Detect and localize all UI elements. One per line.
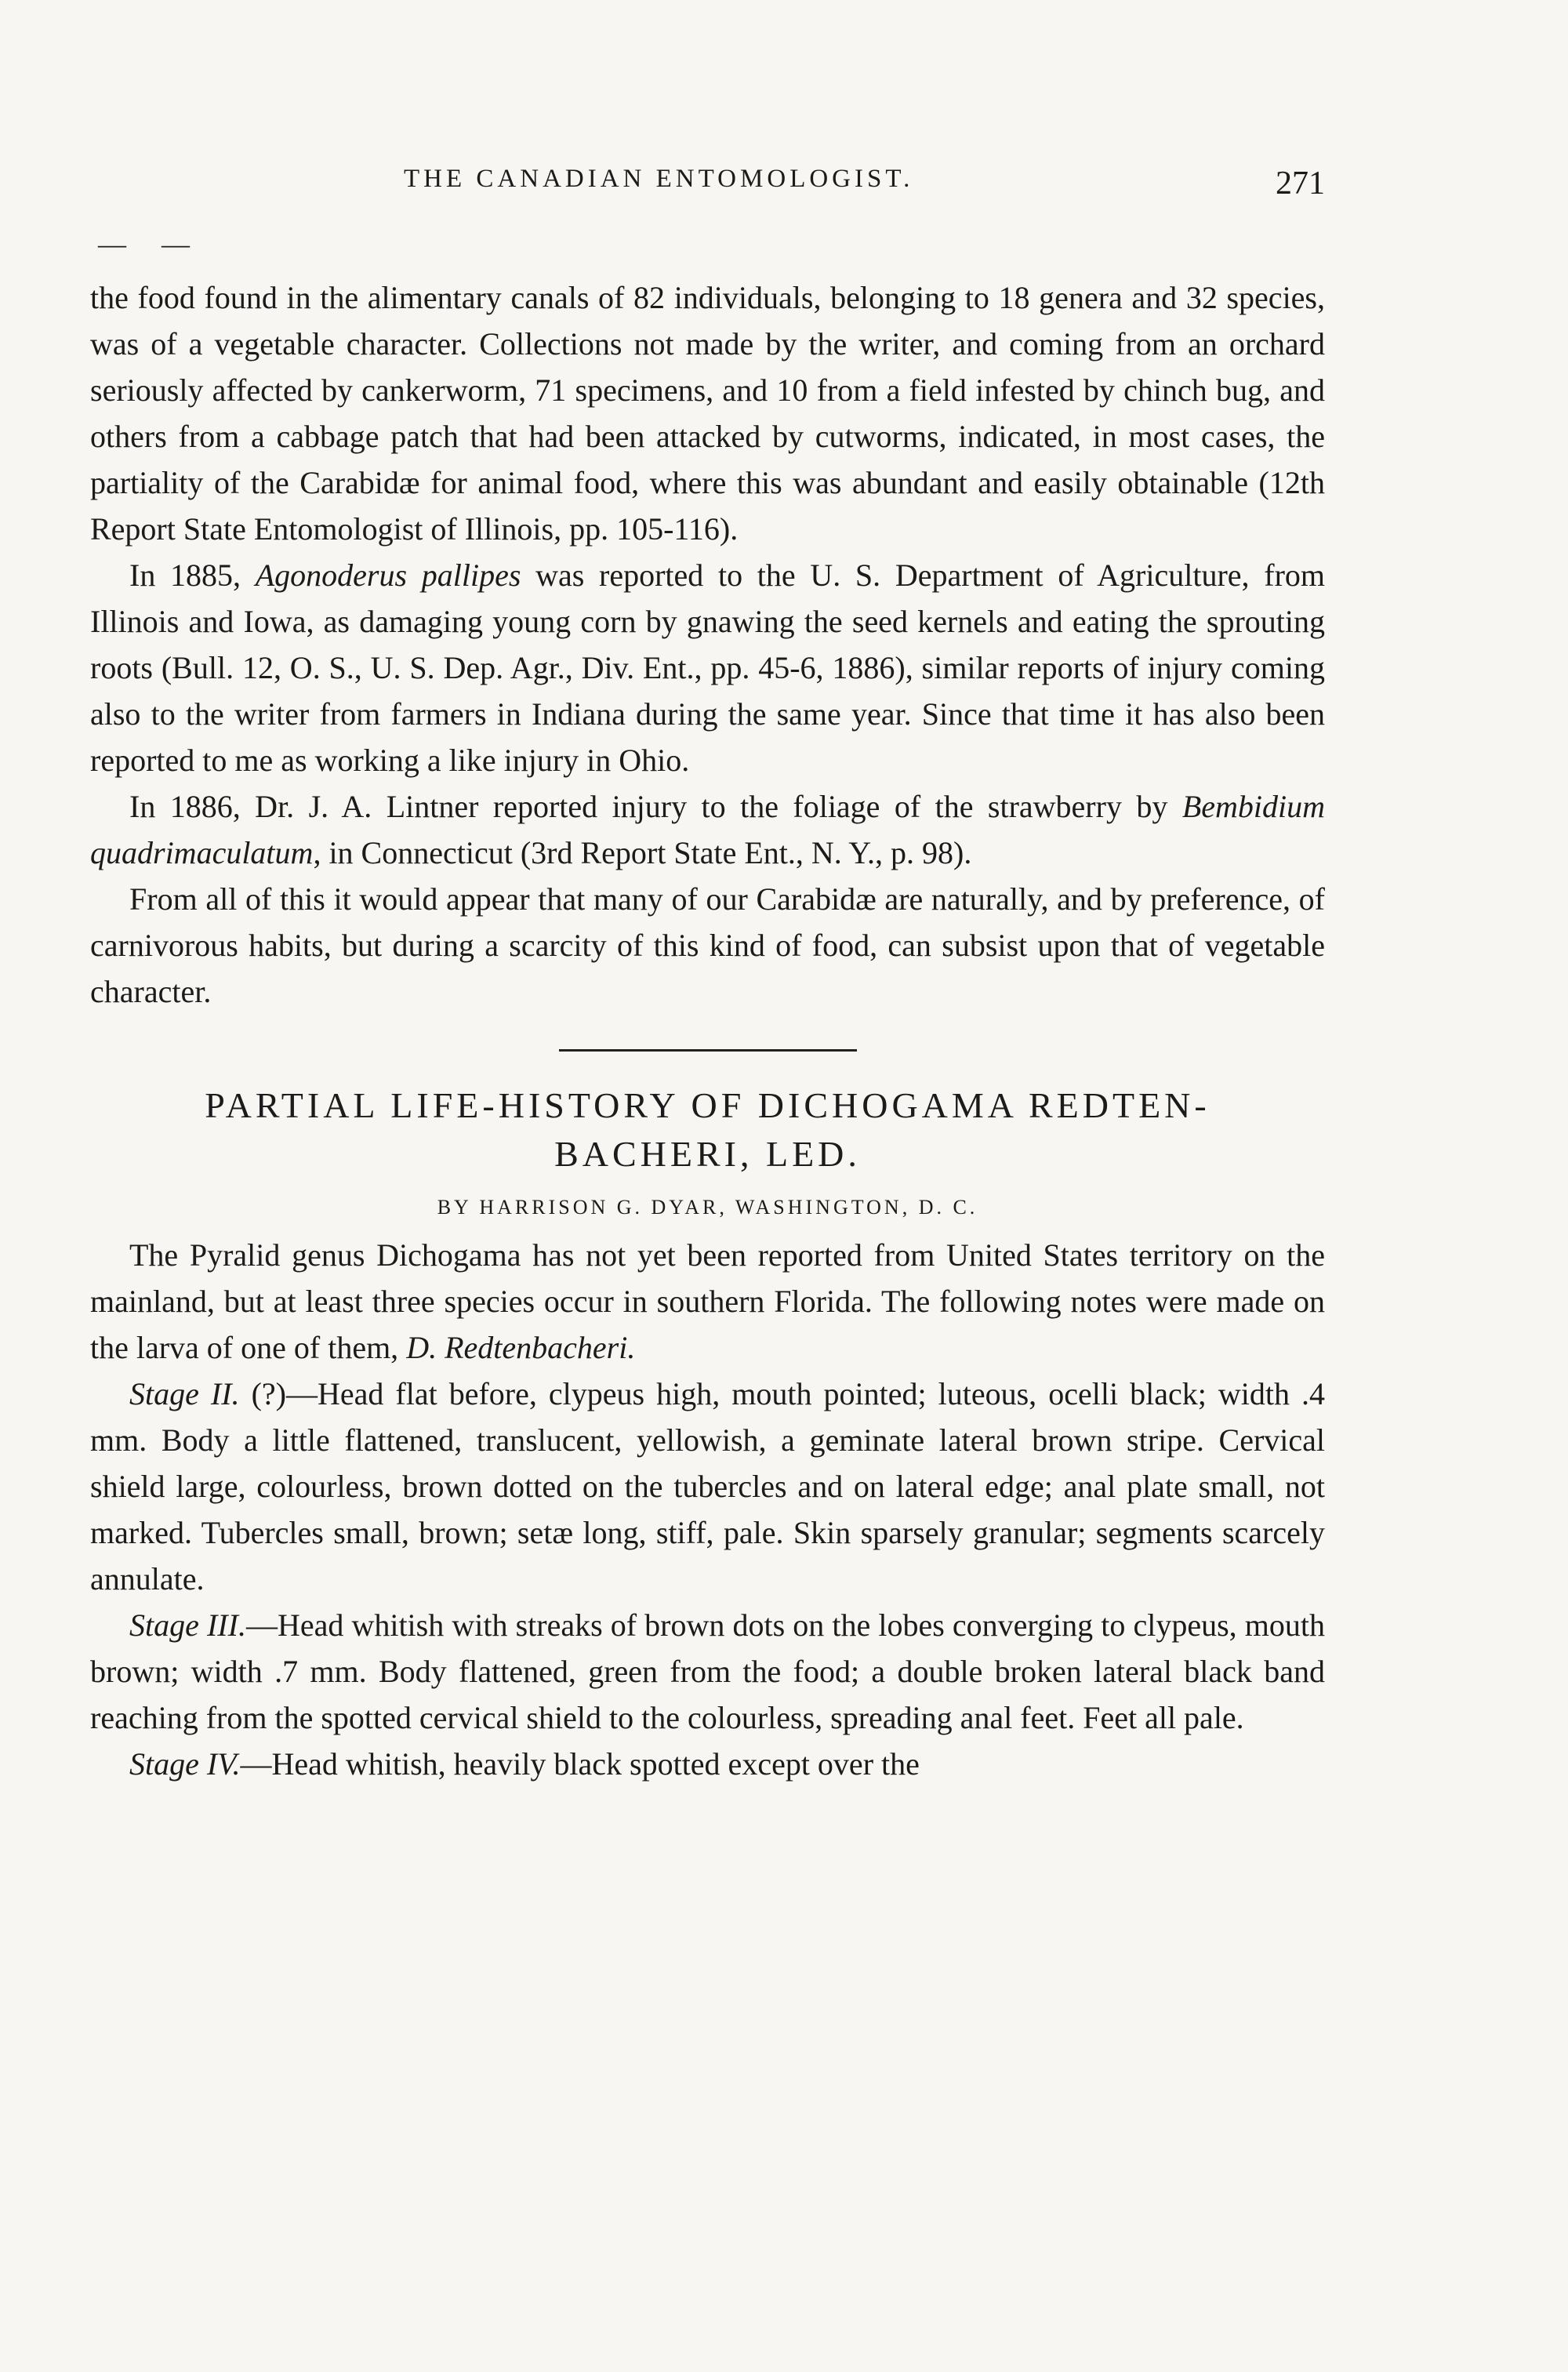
species-dichogama: D. Redtenbacheri. — [406, 1330, 636, 1365]
section-divider — [559, 1049, 857, 1052]
article-byline: BY HARRISON G. DYAR, WASHINGTON, D. C. — [437, 1196, 978, 1219]
stage-4-text: —Head whitish, heavily black spotted except over the — [240, 1746, 920, 1782]
paragraph-1885 — [90, 552, 1325, 783]
article-title-line-2: BACHERI, LED. — [554, 1134, 861, 1174]
stage-4-paragraph — [90, 1741, 1325, 1787]
paragraph-1885-before: In 1885, — [129, 558, 256, 593]
paragraph-1886-after: , in Connecticut (3rd Report State Ent., N. Y., p. 98). — [313, 835, 972, 870]
stage-3-label: Stage III. — [129, 1607, 246, 1643]
species-agonoderus: Agonoderus pallipes — [255, 558, 521, 593]
article-title — [90, 1081, 1325, 1179]
page-number: 271 — [1276, 165, 1325, 202]
paragraph-1885-after: was reported to the U. S. Department of Agriculture, from Illinois and Iowa, as damaging young corn by gnawing the seed kernels and eating the sprouting roots (Bull. 12, O. S., U. S. Dep. Agr., Div. Ent., pp. 45-6, 1886), similar reports of injury coming also to the writer from farmers in Indiana during the same year. Since that time it has also been reported to me as working a like injury in Ohio. — [90, 558, 1325, 778]
article-intro-text: The Pyralid genus Dichogama has not yet been reported from United States territory on the mainland, but at least three species occur in southern Florida. The following notes were made on the larva of one of them, — [90, 1237, 1325, 1365]
stage-2-label: Stage II. — [129, 1376, 240, 1411]
dash-marks: — — — [98, 228, 204, 260]
article-intro — [90, 1232, 1325, 1371]
running-head: THE CANADIAN ENTOMOLOGIST. — [404, 165, 914, 193]
paragraph-conclusion: From all of this it would appear that many of our Carabidæ are naturally, and by preference, of carnivorous habits, but during a scarcity of this kind of food, can subsist upon that of vegetable character. — [90, 881, 1325, 1009]
article-title-line-1: PARTIAL LIFE-HISTORY OF DICHOGAMA REDTEN- — [205, 1085, 1210, 1125]
stage-3-text: —Head whitish with streaks of brown dots on the lobes converging to clypeus, mouth brown; width .7 mm. Body flattened, green from the food; a double broken lateral black band reaching from the spotted cervical shield to the colourless, spreading anal feet. Feet all pale. — [90, 1607, 1325, 1735]
stage-2-paragraph — [90, 1371, 1325, 1602]
journal-page — [90, 165, 1325, 1787]
page-header — [90, 165, 1325, 260]
species-bembidium: Bembidium quadrimaculatum — [90, 789, 1325, 870]
stage-3-paragraph — [90, 1602, 1325, 1741]
continued-paragraph: the food found in the alimentary canals of 82 individuals, belonging to 18 genera and 32 species, was of a vegetable character. Collections not made by the writer, and coming from an orchard seriously affected by cankerworm, 71 specimens, and 10 from a field infested by chinch bug, and others from a cabbage patch that had been attacked by cutworms, indicated, in most cases, the partiality of the Carabidæ for animal food, where this was abundant and easily obtainable (12th Report State Entomologist of Illinois, pp. 105-116). — [90, 280, 1325, 547]
stage-2-text: (?)—Head flat before, clypeus high, mouth pointed; luteous, ocelli black; width .4 mm. Body a little flattened, translucent, yellowish, a geminate lateral brown stripe. Cervical shield large, colourless, brown dotted on the tubercles and on lateral edge; anal plate small, not marked. Tubercles small, brown; setæ long, stiff, pale. Skin sparsely granular; segments scarcely annulate. — [90, 1376, 1325, 1596]
paragraph-1886 — [90, 783, 1325, 876]
paragraph-1886-before: In 1886, Dr. J. A. Lintner reported injury to the foliage of the strawberry by — [129, 789, 1182, 824]
stage-4-label: Stage IV. — [129, 1746, 241, 1782]
